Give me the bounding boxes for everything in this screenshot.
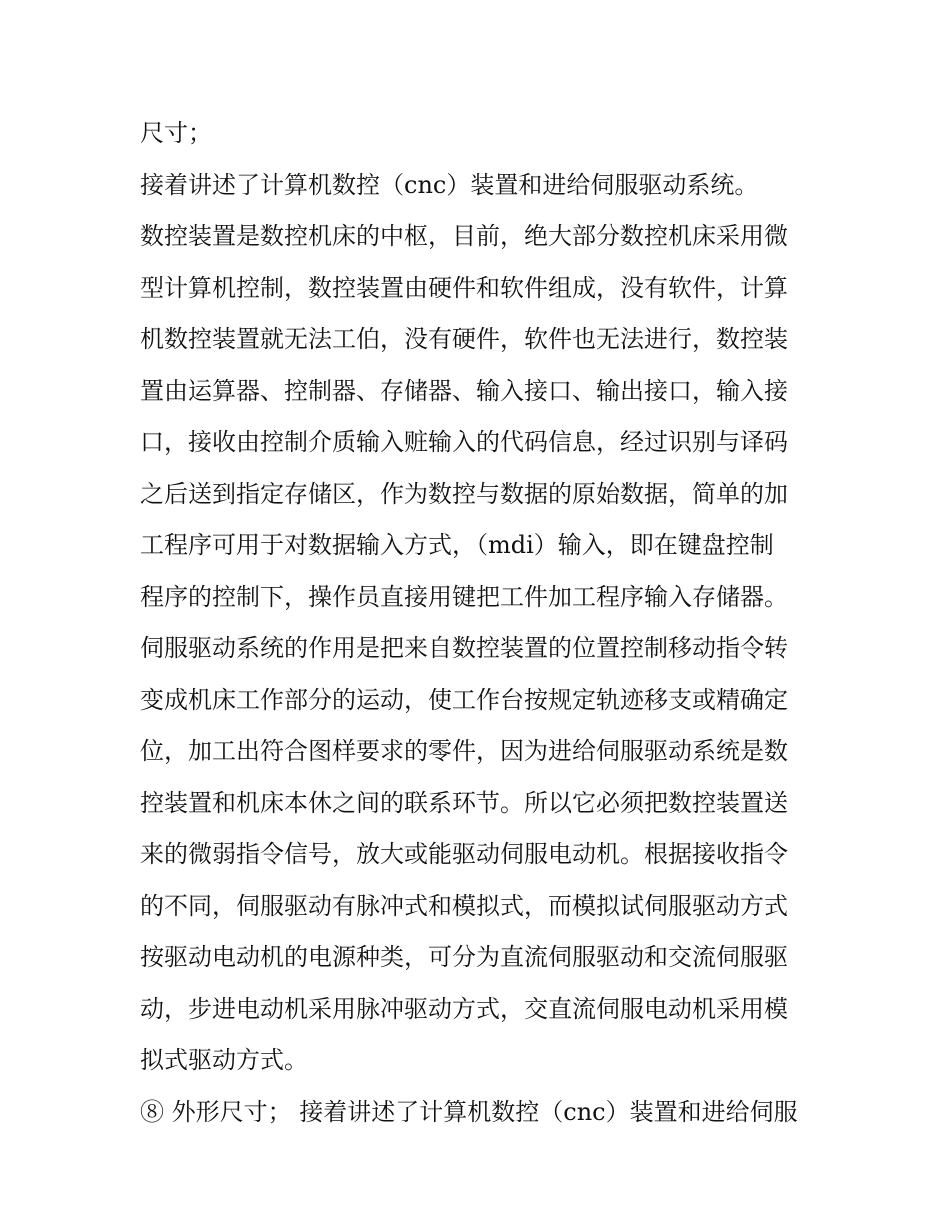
text-line: 机数控装置就无法工伯，没有硬件，软件也无法进行，数控装 [140,325,788,353]
text-line: 程序的控制下，操作员直接用键把工件加工程序输入存储器。 [140,582,788,611]
text-line: 数控装置是数控机床的中枢，目前，绝大部分数控机床采用微 [140,222,788,250]
text-line: 工程序可用于对数据输入方式，（mdi）输入，即在键盘控制 [140,531,774,559]
text-line: 接着讲述了计算机数控（cnc）装置和进给伺服驱动系统。 [140,170,759,199]
text-line: 拟式驱动方式。 [140,1046,308,1074]
text-line: 之后送到指定存储区，作为数控与数据的原始数据，简单的加 [140,479,788,508]
text-line: 按驱动电动机的电源种类，可分为直流伺服驱动和交流伺服驱 [140,943,788,971]
text-line: 型计算机控制，数控装置由硬件和软件组成，没有软件，计算 [140,273,788,302]
text-line: 动，步进电动机采用脉冲驱动方式，交直流伺服电动机采用模 [140,994,788,1023]
text-line: 置由运算器、控制器、存储器、输入接口、输出接口，输入接 [140,376,788,405]
text-line: 控装置和机床本休之间的联系环节。所以它必须把数控装置送 [140,788,788,817]
text-line: 口，接收由控制介质输入赃输入的代码信息，经过识别与译码 [140,428,788,456]
text-line: 来的微弱指令信号，放大或能驱动伺服电动机。根据接收指令 [140,840,788,868]
text-line: 的不同，伺服驱动有脉冲式和模拟式，而模拟试伺服驱动方式 [140,891,788,920]
body-text [140,108,820,1138]
text-line: 变成机床工作部分的运动，使工作台按规定轨迹移支或精确定 [140,685,788,714]
text-line: 尺寸； [140,119,212,147]
text-line: 伺服驱动系统的作用是把来自数控装置的位置控制移动指令转 [140,634,788,662]
text-line: 位，加工出符合图样要求的零件，因为进给伺服驱动系统是数 [140,737,788,765]
text-line: ⑧ 外形尺寸； 接着讲述了计算机数控（cnc）装置和进给伺服 [140,1097,798,1126]
